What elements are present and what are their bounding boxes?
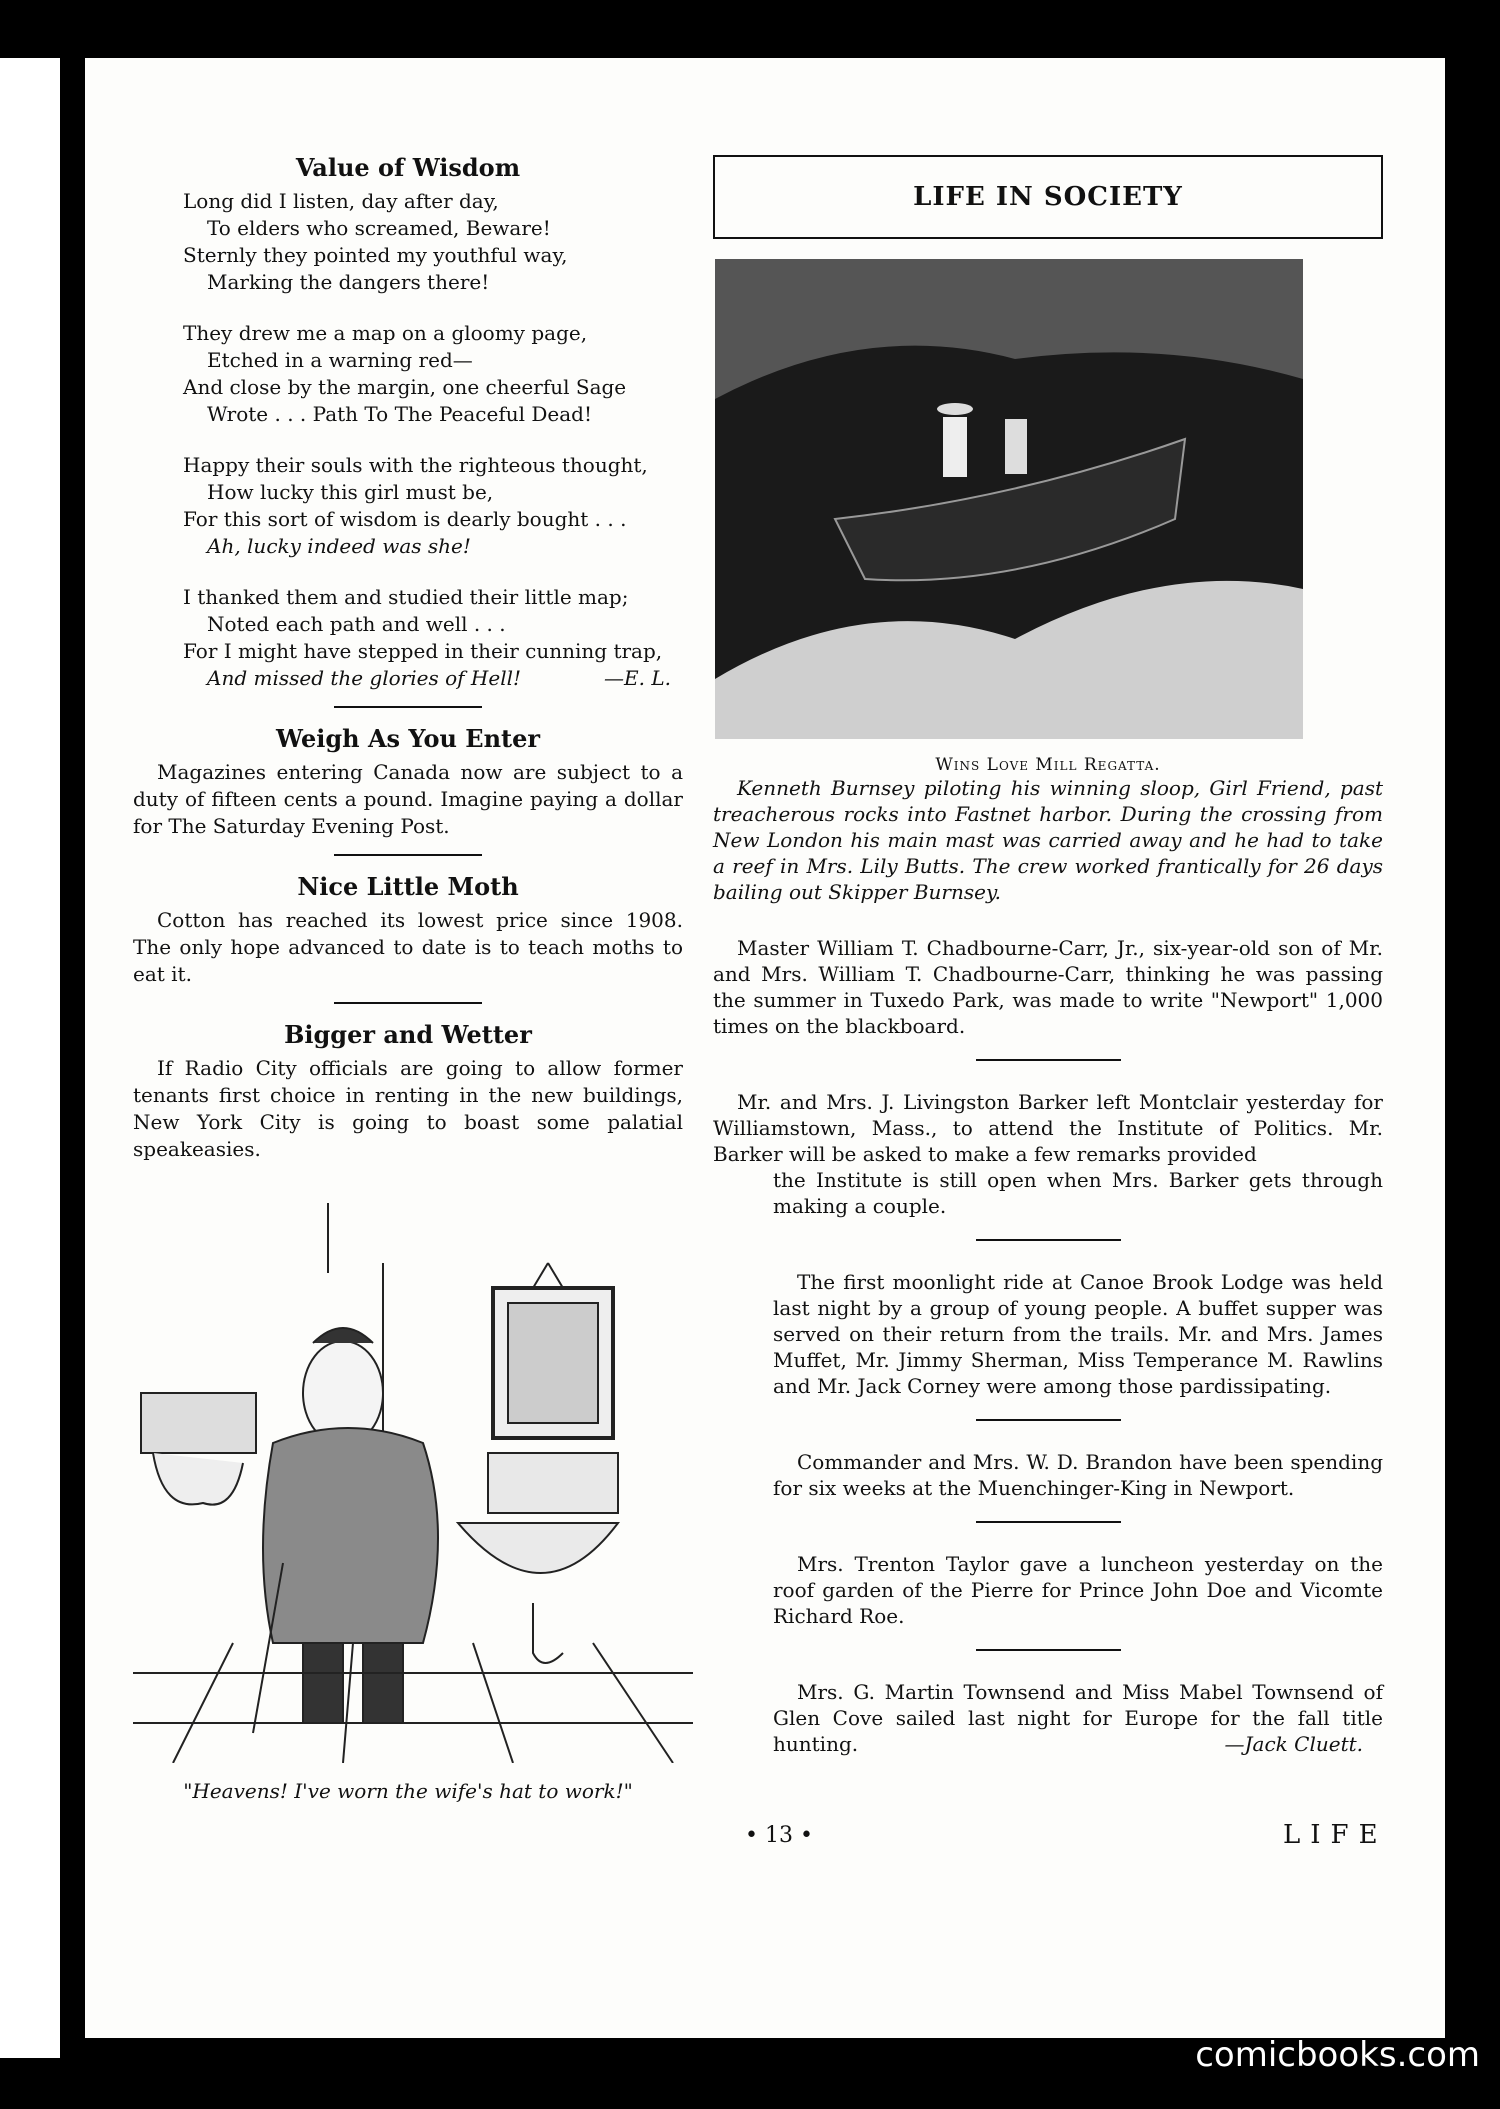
- poem-last-line: [183, 665, 683, 692]
- society-item: The first moonlight ride at Canoe Brook Lodge was held last night by a group of young people. A buffet supper was served on their return from the trails. Mr. and Mrs. James Muffet, Mr. Jimmy Sherman, Miss Temperance M. Rawlins and Mr. Jack Corney were among those pardissipating.: [773, 1270, 1383, 1398]
- poem-line: Ah, lucky indeed was she!: [207, 534, 471, 558]
- society-item: Master William T. Chadbourne-Carr, Jr., six-year-old son of Mr. and Mrs. William T. Chadbourne-Carr, thinking he was passing the summer in Tuxedo Park, was made to write "Newport" 1,000 times on the blackboard.: [713, 936, 1383, 1038]
- society-item: Mrs. Trenton Taylor gave a luncheon yesterday on the roof garden of the Pierre for Prince John Doe and Vicomte Richard Roe.: [773, 1552, 1383, 1628]
- page-number: • 13 •: [745, 1823, 813, 1848]
- divider: [334, 854, 482, 856]
- divider: [976, 1239, 1121, 1241]
- cartoon-caption: "Heavens! I've worn the wife's hat to work!": [183, 1779, 633, 1803]
- poem-line: They drew me a map on a gloomy page,: [183, 321, 588, 345]
- divider: [976, 1649, 1121, 1651]
- society-item: Mr. and Mrs. J. Livingston Barker left Montclair yesterday for Williamstown, Mass., to attend the Institute of Politics. Mr. Barker will be asked to make a few remarks provided: [713, 1090, 1383, 1166]
- item-title: Weigh As You Enter: [275, 724, 541, 753]
- stanza-4: [183, 584, 683, 692]
- watermark: comicbooks.com: [1195, 2035, 1480, 2075]
- poem-line: Noted each path and well . . .: [207, 612, 506, 636]
- poem-line: How lucky this girl must be,: [207, 480, 494, 504]
- photo-caption: Kenneth Burnsey piloting his winning sloop, Girl Friend, past treacherous rocks into Fastnet harbor. During the crossing from New London his main mast was carried away and he had to take a reef in Mrs. Lily Butts. The crew worked frantically for 26 days bailing out Skipper Burnsey.: [713, 776, 1383, 904]
- poem-line: For I might have stepped in their cunning trap,: [183, 639, 663, 663]
- society-item: Commander and Mrs. W. D. Brandon have been spending for six weeks at the Muenchinger-King in Newport.: [773, 1450, 1383, 1500]
- magazine-page: [85, 58, 1445, 2038]
- facing-page-edge: [0, 58, 60, 2058]
- divider: [976, 1521, 1121, 1523]
- item-title: Bigger and Wetter: [284, 1020, 532, 1049]
- poem-line: Etched in a warning red—: [207, 348, 473, 372]
- section-header: LIFE IN SOCIETY: [913, 182, 1183, 212]
- section-header-box: [713, 155, 1383, 239]
- society-item-text: Mrs. G. Martin Townsend and Miss Mabel Townsend of Glen Cove sailed last night for Europe for the fall title hunting.: [773, 1680, 1383, 1756]
- poem-title: Value of Wisdom: [295, 153, 521, 182]
- poem-line: And missed the glories of Hell!: [207, 666, 522, 690]
- divider: [976, 1419, 1121, 1421]
- cartoon-illustration: [133, 1203, 693, 1763]
- left-column: [133, 153, 683, 1803]
- poem-line: And close by the margin, one cheerful Sage: [183, 375, 627, 399]
- poem-line: Sternly they pointed my youthful way,: [183, 243, 568, 267]
- item-body: Magazines entering Canada now are subject to a duty of fifteen cents a pound. Imagine paying a dollar for The Saturday Evening Post.: [133, 760, 683, 838]
- magazine-name: LIFE: [1283, 1820, 1388, 1850]
- regatta-photo: [715, 259, 1303, 739]
- stanza-2: [183, 320, 683, 428]
- author-signature: —Jack Cluett.: [1224, 1732, 1363, 1756]
- poem-signature: —E. L.: [604, 666, 671, 690]
- item-title: Nice Little Moth: [297, 872, 519, 901]
- poem-line: Wrote . . . Path To The Peaceful Dead!: [207, 402, 593, 426]
- poem-line: Happy their souls with the righteous thought,: [183, 453, 648, 477]
- poem-line: Long did I listen, day after day,: [183, 189, 499, 213]
- poem-line: Marking the dangers there!: [207, 270, 490, 294]
- society-item-cont: the Institute is still open when Mrs. Barker gets through making a couple.: [773, 1168, 1383, 1218]
- right-column: [713, 153, 1383, 1757]
- divider: [334, 706, 482, 708]
- stanza-1: [183, 188, 683, 296]
- poem-line: To elders who screamed, Beware!: [207, 216, 551, 240]
- item-body: Cotton has reached its lowest price since 1908. The only hope advanced to date is to teach moths to eat it.: [133, 908, 683, 986]
- poem: [133, 188, 683, 692]
- society-item: [713, 1679, 1383, 1757]
- item-body: If Radio City officials are going to allow former tenants first choice in renting in the new buildings, New York City is going to boast some palatial speakeasies.: [133, 1056, 683, 1161]
- divider: [334, 1002, 482, 1004]
- poem-line: For this sort of wisdom is dearly bought . . .: [183, 507, 627, 531]
- divider: [976, 1059, 1121, 1061]
- stanza-3: [183, 452, 683, 560]
- photo-title: Wins Love Mill Regatta.: [935, 755, 1161, 775]
- poem-line: I thanked them and studied their little map;: [183, 585, 629, 609]
